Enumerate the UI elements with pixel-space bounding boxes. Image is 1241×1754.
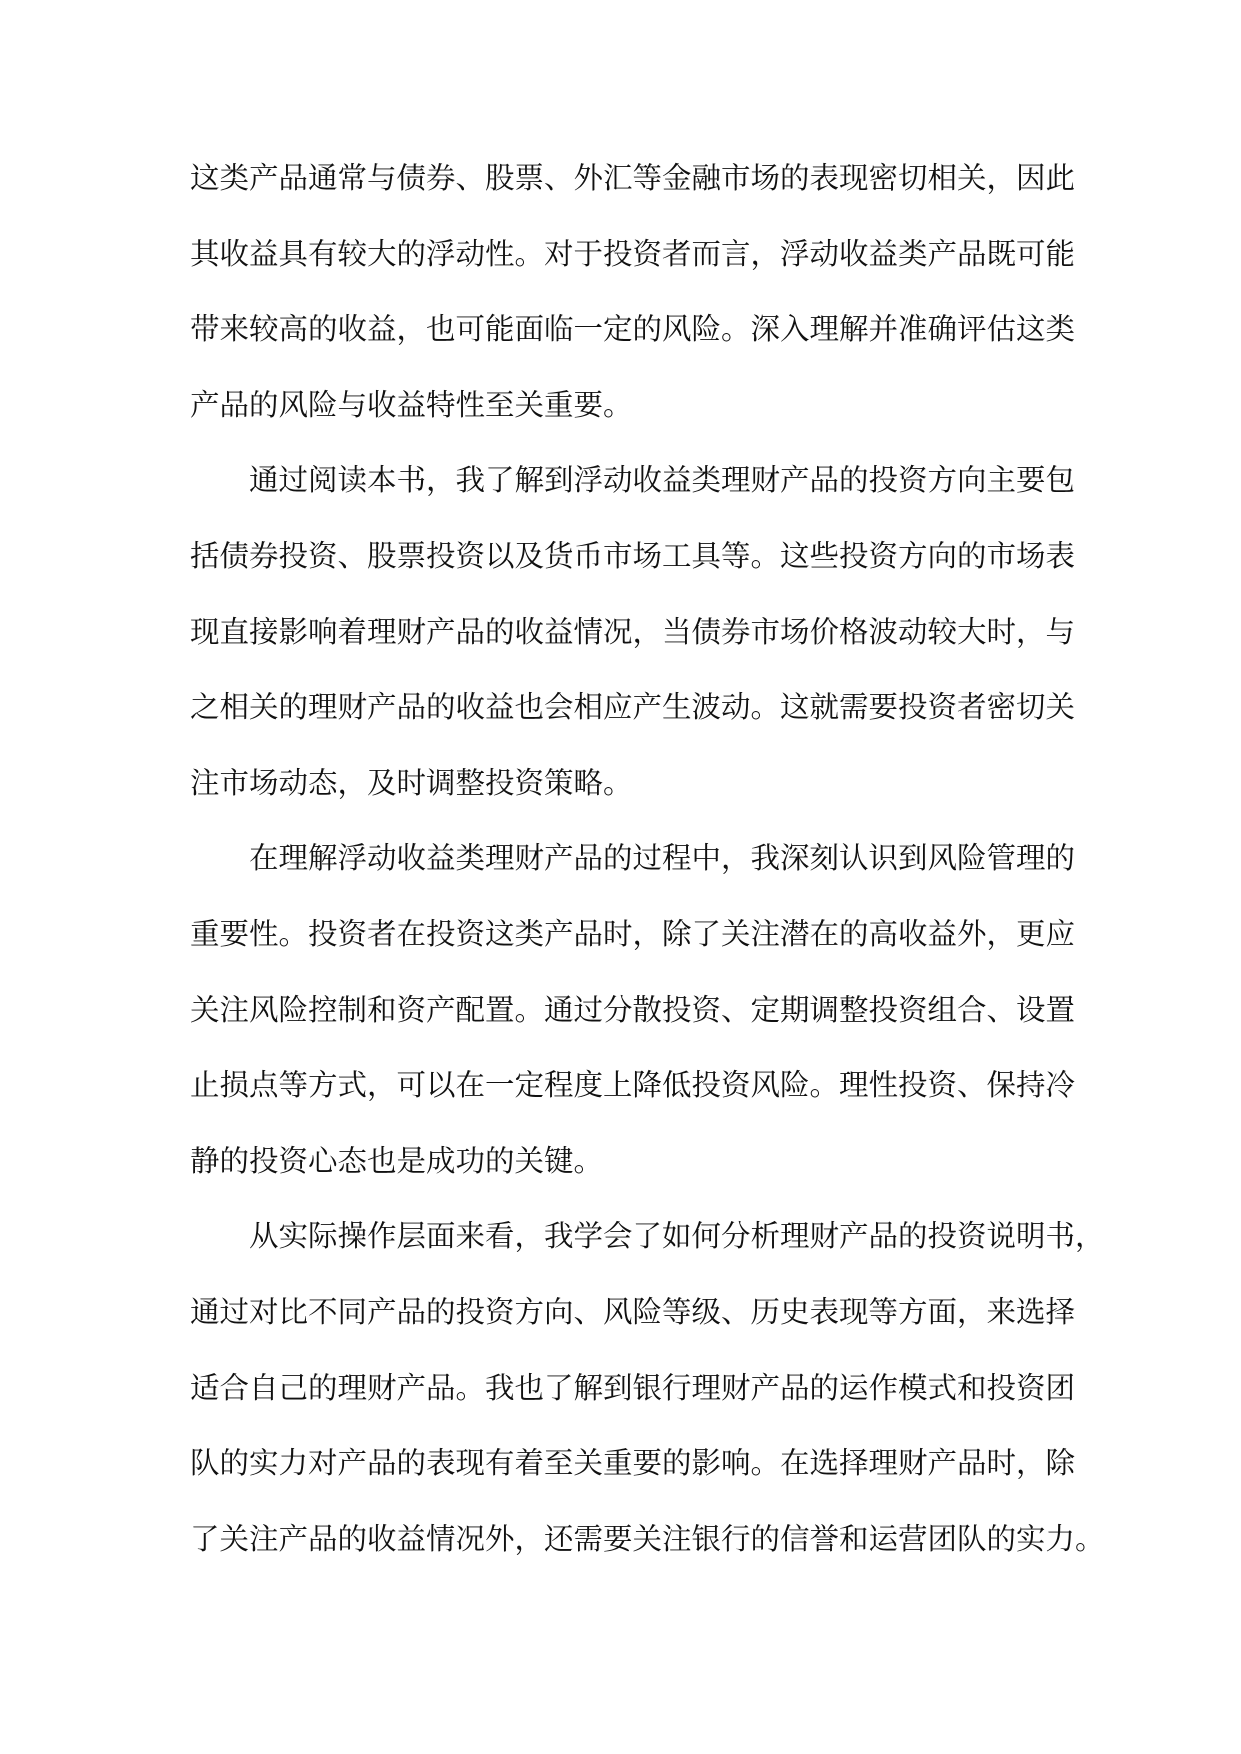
document-body bbox=[190, 141, 1105, 1577]
paragraph-3-line-4: 止损点等方式，可以在一定程度上降低投资风险。理性投资、保持冷 bbox=[190, 1068, 1076, 1103]
paragraph-4-line-5: 了关注产品的收益情况外，还需要关注银行的信誉和运营团队的实力。 bbox=[190, 1521, 1105, 1556]
paragraph-2-line-2: 括债券投资、股票投资以及货币市场工具等。这些投资方向的市场表 bbox=[190, 538, 1076, 573]
paragraph-1-line-2: 其收益具有较大的浮动性。对于投资者而言，浮动收益类产品既可能 bbox=[190, 236, 1076, 271]
paragraph-4-line-1: 从实际操作层面来看，我学会了如何分析理财产品的投资说明书， bbox=[249, 1219, 1105, 1254]
paragraph-1-line-3: 带来较高的收益，也可能面临一定的风险。深入理解并准确评估这类 bbox=[190, 312, 1076, 347]
paragraph-2-line-3: 现直接影响着理财产品的收益情况，当债券市场价格波动较大时，与 bbox=[190, 614, 1076, 649]
paragraph-4-line-3: 适合自己的理财产品。我也了解到银行理财产品的运作模式和投资团 bbox=[190, 1370, 1076, 1405]
paragraph-3-line-1: 在理解浮动收益类理财产品的过程中，我深刻认识到风险管理的 bbox=[249, 841, 1076, 876]
paragraph-3-line-5: 静的投资心态也是成功的关键。 bbox=[190, 1143, 604, 1178]
paragraph-1-line-4: 产品的风险与收益特性至关重要。 bbox=[190, 387, 633, 422]
paragraph-2-line-5: 注市场动态，及时调整投资策略。 bbox=[190, 765, 633, 800]
paragraph-3-line-2: 重要性。投资者在投资这类产品时，除了关注潜在的高收益外，更应 bbox=[190, 916, 1076, 951]
paragraph-1-line-1: 这类产品通常与债券、股票、外汇等金融市场的表现密切相关，因此 bbox=[190, 161, 1076, 195]
paragraph-2-line-4: 之相关的理财产品的收益也会相应产生波动。这就需要投资者密切关 bbox=[190, 690, 1076, 725]
paragraph-3-line-3: 关注风险控制和资产配置。通过分散投资、定期调整投资组合、设置 bbox=[190, 992, 1076, 1027]
paragraph-4-line-2: 通过对比不同产品的投资方向、风险等级、历史表现等方面，来选择 bbox=[190, 1294, 1076, 1329]
paragraph-2-line-1: 通过阅读本书，我了解到浮动收益类理财产品的投资方向主要包 bbox=[249, 463, 1076, 498]
paragraph-4-line-4: 队的实力对产品的表现有着至关重要的影响。在选择理财产品时，除 bbox=[190, 1446, 1076, 1481]
